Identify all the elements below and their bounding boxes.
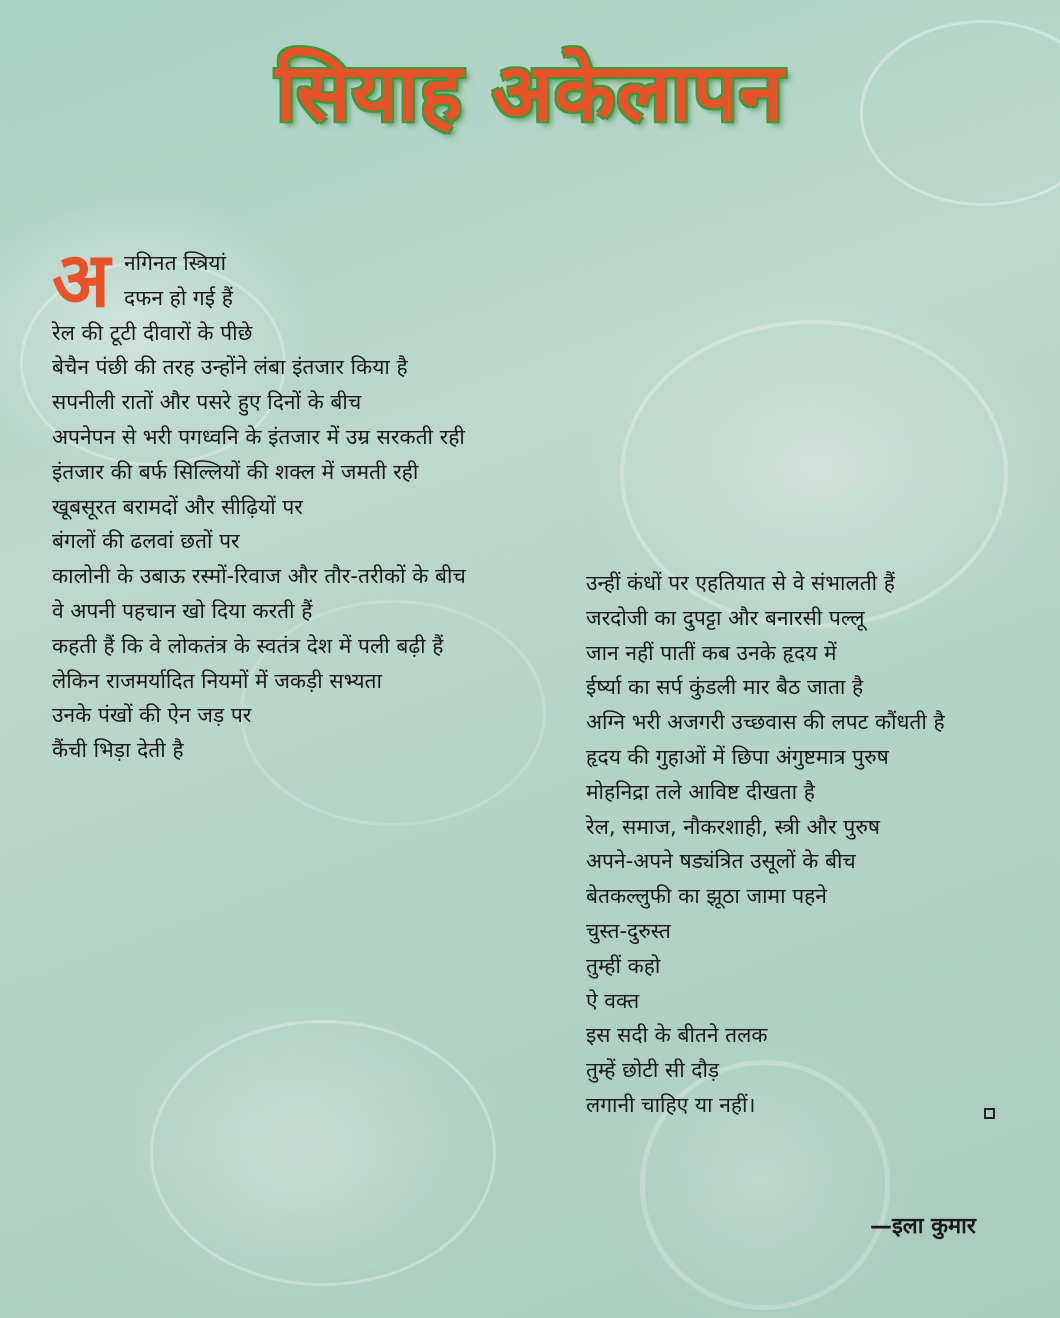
poem-right-column — [586, 566, 945, 1123]
poem-line: बंगलों की ढलवां छतों पर — [52, 529, 240, 554]
poem-line: हृदय की गुहाओं में छिपा अंगुष्टमात्र पुरुष — [586, 744, 889, 769]
poem-line: उन्हीं कंधों पर एहतियात से वे संभालती हैं — [586, 571, 895, 595]
poem-line: अपने-अपने षड्यंत्रित उसूलों के बीच — [586, 849, 856, 874]
poem-line: बेतकल्लुफी का झूठा जामा पहने — [586, 884, 827, 909]
poem-line: दफन हो गई हैं — [124, 285, 233, 310]
poem-line: बेचैन पंछी की तरह उन्होंने लंबा इंतजार किया है — [52, 355, 408, 380]
poem-line: लगानी चाहिए या नहीं। — [586, 1092, 756, 1117]
poem-line: कहती हैं कि वे लोकतंत्र के स्वतंत्र देश में पली बढ़ी हैं — [52, 633, 444, 658]
poem-line: ईर्ष्या का सर्प कुंडली मार बैठ जाता है — [586, 675, 864, 700]
poem-line: तुम्हीं कहो — [586, 953, 661, 978]
poem-line: लेकिन राजमर्यादित नियमों में जकड़ी सभ्यता — [52, 668, 382, 693]
poem-line: रेल, समाज, नौकरशाही, स्त्री और पुरुष — [586, 814, 881, 839]
author-name: —इला कुमार — [870, 1214, 976, 1239]
poem-line: ऐ वक्त — [586, 988, 640, 1013]
poem-line: इस सदी के बीतने तलक — [586, 1023, 768, 1048]
poem-line: रेल की टूटी दीवारों के पीछे — [52, 320, 253, 345]
poem-line: तुम्हें छोटी सी दौड़ — [586, 1058, 720, 1083]
poem-line: कैंची भिड़ा देती है — [52, 738, 184, 763]
poem-line: चुस्त-दुरुस्त — [586, 918, 671, 943]
poem-line: वे अपनी पहचान खो दिया करती हैं — [52, 598, 313, 623]
poem-left-column — [52, 246, 466, 768]
drop-cap: अ — [52, 235, 111, 324]
poem-line: इंतजार की बर्फ सिल्लियों की शक्ल में जमती रही — [52, 459, 419, 484]
end-square-icon — [984, 1108, 995, 1119]
poem-line: अपनेपन से भरी पगध्वनि के इंतजार में उम्र सरकती रही — [52, 424, 465, 449]
poem-line: जरदोजी का दुपट्टा और बनारसी पल्लू — [586, 605, 865, 630]
background-swirl — [150, 1020, 496, 1286]
poem-line: खूबसूरत बरामदों और सीढ़ियों पर — [52, 494, 303, 519]
poem-line: मोहनिद्रा तले आविष्ट दीखता है — [586, 779, 815, 804]
poem-line: कालोनी के उबाऊ रस्मों-रिवाज और तौर-तरीकों के बीच — [52, 564, 466, 589]
poem-line: जान नहीं पातीं कब उनके हृदय में — [586, 640, 837, 665]
poem-line: अग्नि भरी अजगरी उच्छवास की लपट कौंधती है — [586, 710, 945, 735]
poem-line: नगिनत स्त्रियां — [124, 251, 227, 275]
poem-line: सपनीली रातों और पसरे हुए दिनों के बीच — [52, 390, 362, 415]
poem-title: सियाह अकेलापन — [275, 46, 785, 139]
poem-line: उनके पंखों की ऐन जड़ पर — [52, 703, 252, 728]
